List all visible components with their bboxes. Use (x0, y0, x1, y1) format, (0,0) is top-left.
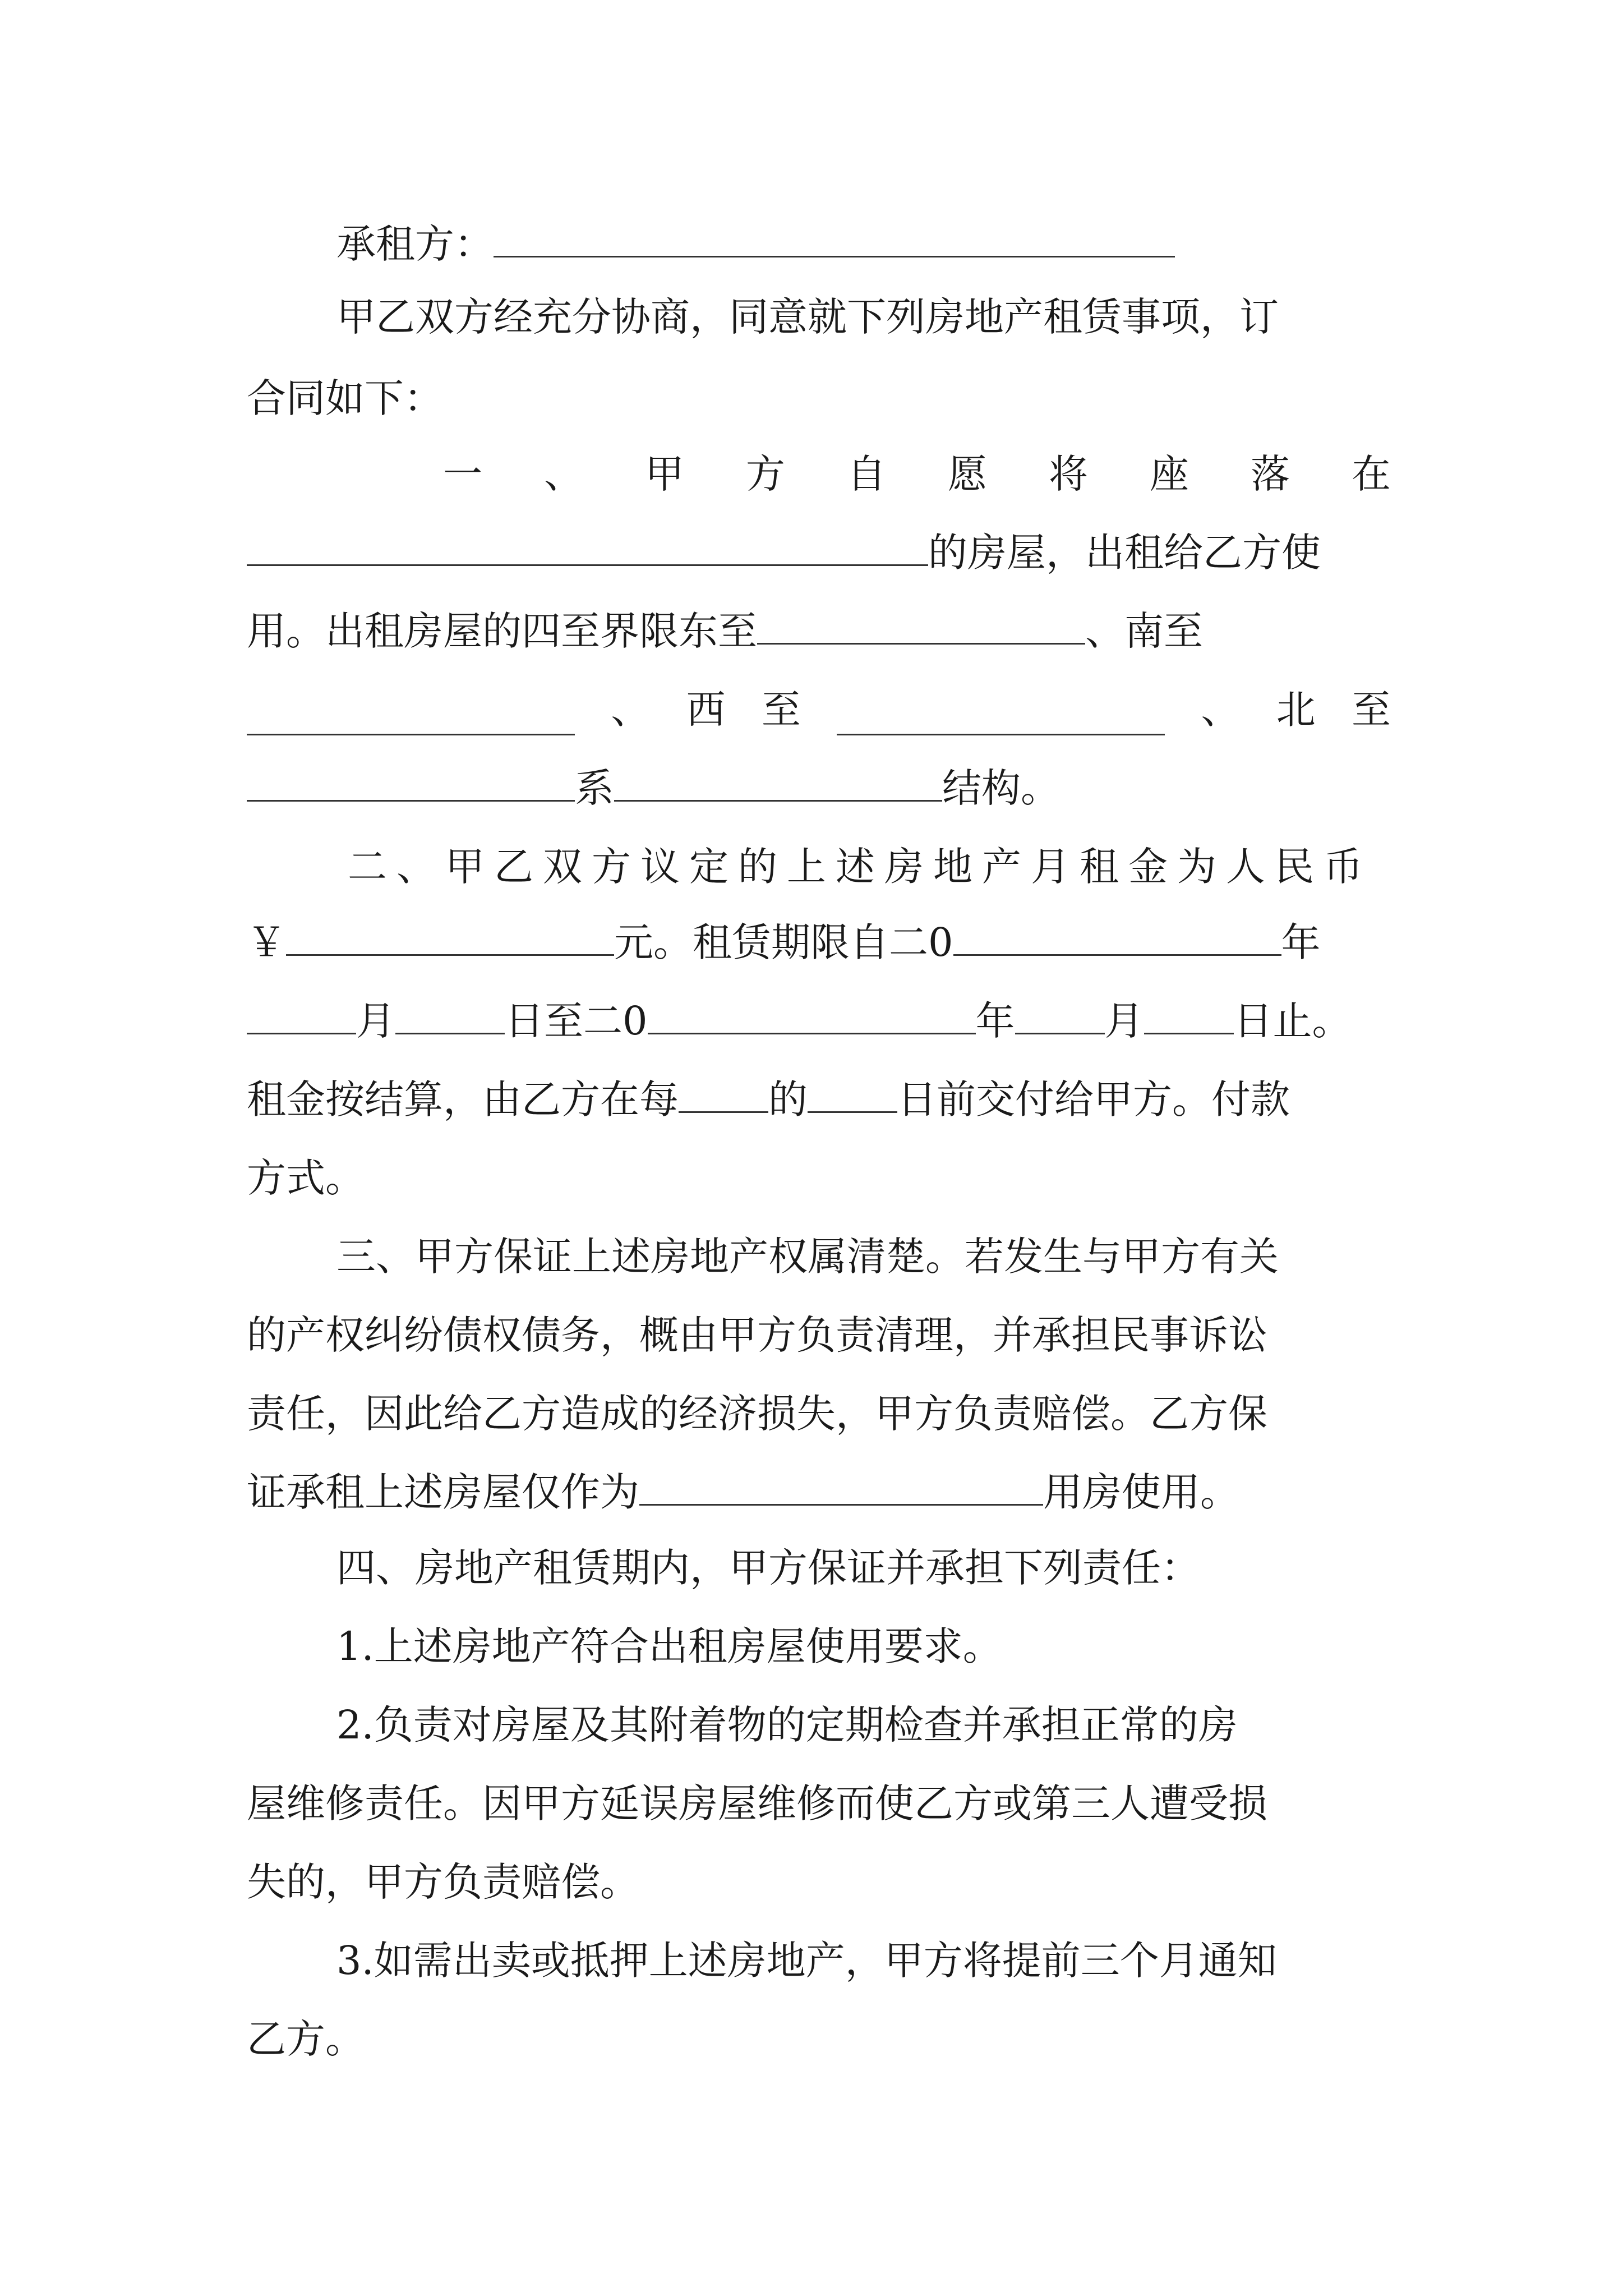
boundary-east-label: 用。出租房屋的四至界限东至 (247, 608, 757, 654)
clause1-char: 一 (443, 451, 482, 497)
clause2-line-4 (247, 1060, 1391, 1139)
clause3-line-4 (247, 1453, 1391, 1531)
clause1-line-2 (247, 513, 1391, 592)
clause1-line-3 (247, 592, 1391, 670)
clause1-char: 座 (1150, 451, 1189, 497)
end-month-blank (1015, 999, 1105, 1034)
clause2-line-1 (348, 827, 1391, 906)
clause3-line-1: 三、甲方保证上述房地产权属清楚。若发生与甲方有关 (336, 1234, 1279, 1280)
north-blank (247, 766, 575, 802)
west-blank (837, 700, 1165, 735)
clause3-line-2: 的产权纠纷债权债务，概由甲方负责清理，并承担民事诉讼 (247, 1312, 1267, 1358)
month-label: 月 (1104, 998, 1144, 1044)
lessee-line (336, 205, 1391, 283)
north-label: 北 (1276, 687, 1316, 733)
payment-deadline-text: 日前交付给甲方。付款 (897, 1076, 1290, 1122)
lease-start-label: 元。租赁期限自二0 (614, 919, 953, 965)
clause1-char: 甲 (645, 451, 684, 497)
start-day-blank (395, 999, 505, 1034)
clause1-char: 落 (1251, 451, 1290, 497)
clause4-line-1: 四、房地产租赁期内，甲方保证并承担下列责任： (336, 1545, 1200, 1591)
west-to-label: 至 (761, 687, 801, 733)
north-to-label: 至 (1351, 687, 1391, 733)
end-day-blank (1144, 999, 1234, 1034)
clause2-heading: 二、甲乙双方议定的上述房地产月租金为人民币 (348, 844, 1372, 890)
clause1-line-4 (247, 670, 1391, 749)
clause1-char: 方 (746, 451, 785, 497)
usage-suffix: 用房使用。 (1043, 1469, 1239, 1515)
start-year-blank (953, 921, 1281, 956)
clause1-char: 在 (1352, 451, 1391, 497)
clause2-line-3 (247, 982, 1391, 1060)
east-blank (757, 609, 1085, 645)
separator: 、 (611, 687, 651, 733)
usage-text: 证承租上述房屋仅作为 (247, 1469, 639, 1515)
payment-text: 租金按结算，由乙方在每 (247, 1076, 679, 1122)
clause1-char: 愿 (948, 451, 987, 497)
clause2-line-5: 方式。 (247, 1155, 365, 1201)
house-text: 的房屋，出租给乙方使 (928, 530, 1321, 576)
currency-symbol: ￥ (247, 919, 286, 965)
year-label: 年 (1281, 919, 1321, 965)
start-month-blank (247, 999, 356, 1034)
payment-day-blank (808, 1078, 897, 1113)
south-blank (247, 700, 575, 735)
clause4-item-3-line-2: 乙方。 (247, 2016, 365, 2062)
clause1-char: 将 (1049, 451, 1088, 497)
lessee-blank (494, 222, 1175, 257)
lease-end-label: 日至二0 (505, 998, 648, 1044)
clause4-item-2-line-2: 屋维修责任。因甲方延误房屋维修而使乙方或第三人遭受损 (247, 1780, 1267, 1826)
system-label: 系 (575, 765, 614, 811)
boundary-south-label: 、南至 (1085, 608, 1203, 654)
day-end-label: 日止。 (1233, 998, 1352, 1044)
clause1-line-1 (443, 435, 1391, 513)
year-label: 年 (975, 998, 1015, 1044)
clause1-line-5 (247, 749, 1391, 827)
clause1-char: 、 (544, 451, 583, 497)
clause4-item-2-line-3: 失的，甲方负责赔偿。 (247, 1859, 639, 1905)
intro-line-1: 甲乙双方经充分协商，同意就下列房地产租赁事项，订 (336, 294, 1279, 340)
clause4-item-1: 1.上述房地产符合出租房屋使用要求。 (336, 1623, 1002, 1669)
lessee-label: 承租方： (336, 221, 494, 267)
clause3-line-3: 责任，因此给乙方造成的经济损失，甲方负责赔偿。乙方保 (247, 1391, 1267, 1437)
structure-blank (614, 766, 942, 802)
clause2-line-2 (247, 903, 1391, 982)
payment-period-blank (679, 1078, 768, 1113)
usage-blank (639, 1470, 1043, 1506)
rent-blank (286, 921, 614, 956)
west-label: 西 (686, 687, 726, 733)
separator: 、 (1201, 687, 1241, 733)
location-blank (247, 531, 928, 566)
month-label: 月 (356, 998, 395, 1044)
structure-label: 结构。 (942, 765, 1060, 811)
clause1-char: 自 (847, 451, 886, 497)
intro-line-2: 合同如下： (247, 375, 443, 421)
end-year-blank (648, 999, 976, 1034)
clause4-item-3-line-1: 3.如需出卖或抵押上述房地产，甲方将提前三个月通知 (336, 1938, 1277, 1984)
clause4-item-2-line-1: 2.负责对房屋及其附着物的定期检查并承担正常的房 (336, 1702, 1238, 1748)
of-label: 的 (768, 1076, 808, 1122)
